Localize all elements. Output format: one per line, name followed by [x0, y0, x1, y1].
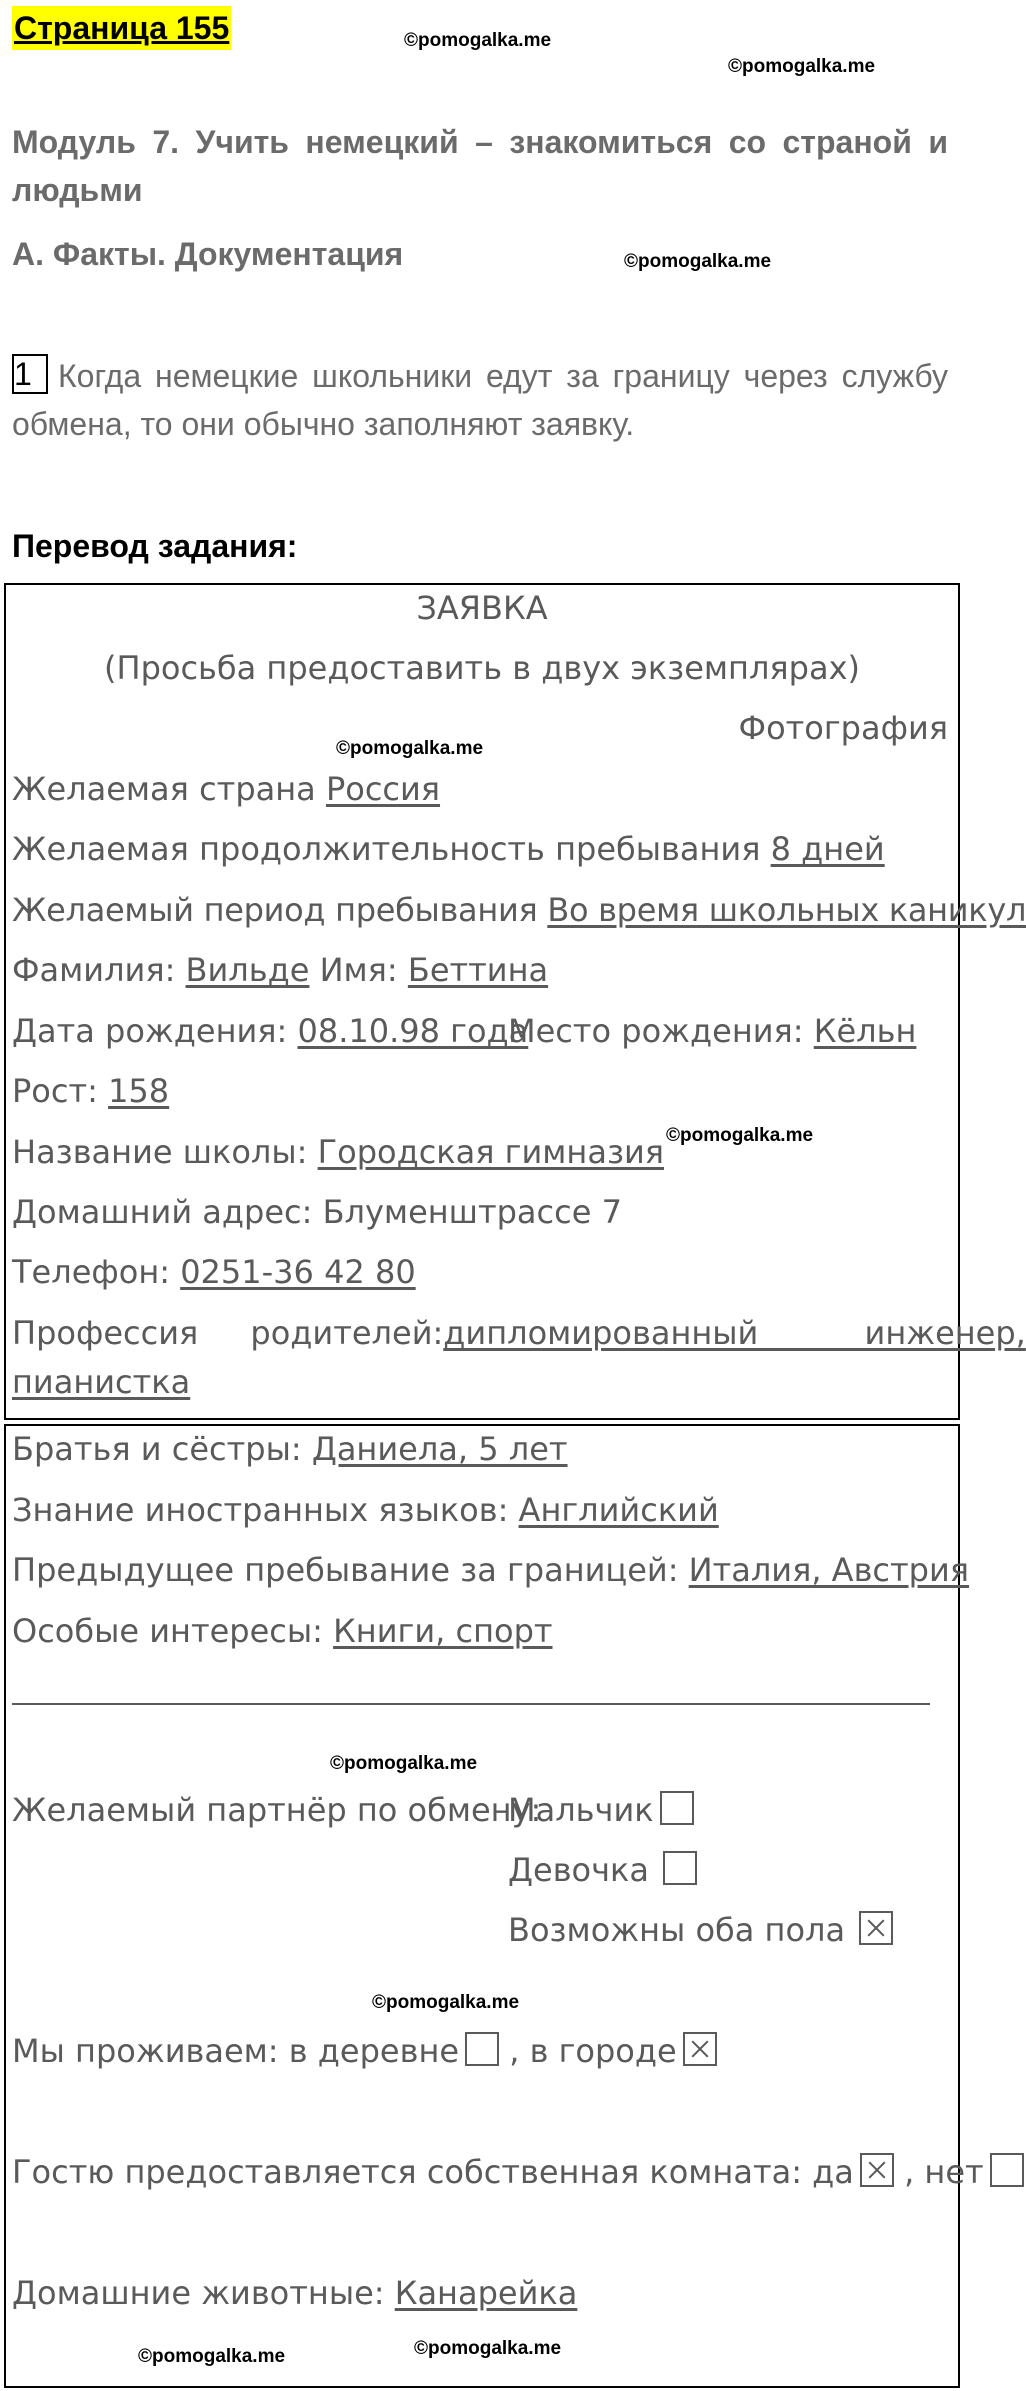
- birthplace-value: Кёльн: [813, 1012, 917, 1050]
- phone-value: 0251-36 42 80: [180, 1253, 416, 1291]
- parents-value-2: пианистка: [12, 1363, 191, 1401]
- task-description: Когда немецкие школьники едут за границу через службу обмена, то они обычно заполняют заявку.: [12, 358, 948, 442]
- room-label: Гостю предоставляется собственная комната: да: [12, 2153, 854, 2191]
- partner-option-both: [508, 1906, 893, 1954]
- school-value: Городская гимназия: [317, 1133, 664, 1171]
- height-label: Рост:: [12, 1072, 98, 1110]
- watermark: ©pomogalka.me: [404, 30, 552, 51]
- birthplace-row: [508, 1007, 916, 1055]
- siblings-row: [12, 1425, 568, 1473]
- watermark: ©pomogalka.me: [372, 1992, 520, 2013]
- school-row: [12, 1128, 664, 1176]
- parents-row-cont: [12, 1358, 190, 1406]
- surname-label: Фамилия:: [12, 951, 176, 989]
- birthdate-value: 08.10.98 года: [297, 1012, 529, 1050]
- room-no-label: , нет: [904, 2153, 984, 2191]
- partner-boy-checkbox[interactable]: [660, 1791, 694, 1825]
- watermark: ©pomogalka.me: [336, 738, 484, 759]
- duration-label: Желаемая продолжительность пребывания: [12, 830, 761, 868]
- living-city-label: , в городе: [509, 2032, 677, 2070]
- watermark: ©pomogalka.me: [414, 2338, 562, 2359]
- period-value: Во время школьных каникул: [547, 891, 1026, 929]
- languages-row: [12, 1486, 719, 1534]
- address-row: Домашний адрес: Блуменштрассе 7: [12, 1193, 622, 1231]
- partner-option-girl: [508, 1846, 697, 1894]
- room-no-checkbox[interactable]: [990, 2153, 1024, 2187]
- partner-boy-label: Мальчик: [508, 1791, 654, 1829]
- living-row: [12, 2027, 717, 2075]
- partner-option-boy: [508, 1786, 694, 1834]
- school-label: Название школы:: [12, 1133, 308, 1171]
- name-row: [12, 946, 548, 994]
- parents-label: Профессия родителей:: [12, 1314, 444, 1352]
- abroad-value: Италия, Австрия: [688, 1551, 970, 1589]
- height-row: [12, 1067, 169, 1115]
- period-label: Желаемый период пребывания: [12, 891, 538, 929]
- watermark: ©pomogalka.me: [138, 2346, 286, 2367]
- photo-label: Фотография: [738, 709, 948, 747]
- watermark: ©pomogalka.me: [728, 56, 876, 77]
- name-value: Беттина: [407, 951, 549, 989]
- duration-value: 8 дней: [770, 830, 885, 868]
- living-label: Мы проживаем: в деревне: [12, 2032, 460, 2070]
- partner-both-checkbox-checked[interactable]: [859, 1911, 893, 1945]
- partner-girl-checkbox[interactable]: [663, 1851, 697, 1885]
- pets-label: Домашние животные:: [12, 2274, 385, 2312]
- watermark: ©pomogalka.me: [666, 1125, 814, 1146]
- living-city-checkbox-checked[interactable]: [683, 2032, 717, 2066]
- form-subtitle: (Просьба предоставить в двух экземплярах): [104, 649, 860, 687]
- name-label: Имя:: [319, 951, 398, 989]
- living-village-checkbox[interactable]: [465, 2032, 499, 2066]
- module-title: Модуль 7. Учить немецкий – знакомиться со страной и людьми: [12, 124, 948, 208]
- birthplace-label: Место рождения:: [508, 1012, 804, 1050]
- parents-value-1: дипломированный инженер,: [443, 1314, 1026, 1352]
- pets-value: Канарейка: [394, 2274, 578, 2312]
- room-yes-checkbox-checked[interactable]: [860, 2153, 894, 2187]
- partner-both-label: Возможны оба пола: [508, 1911, 846, 1949]
- watermark: ©pomogalka.me: [624, 251, 772, 272]
- room-row: [12, 2148, 1024, 2196]
- partner-label: Желаемый партнёр по обмену:: [12, 1791, 542, 1829]
- height-value: 158: [108, 1072, 170, 1110]
- languages-label: Знание иностранных языков:: [12, 1491, 509, 1529]
- watermark: ©pomogalka.me: [330, 1753, 478, 1774]
- siblings-label: Братья и сёстры:: [12, 1430, 302, 1468]
- duration-row: [12, 825, 885, 873]
- country-row: [12, 765, 440, 813]
- birthdate-label: Дата рождения:: [12, 1012, 288, 1050]
- partner-girl-label: Девочка: [508, 1851, 649, 1889]
- section-title: A. Факты. Документация: [12, 236, 404, 272]
- form-title: ЗАЯВКА: [416, 589, 548, 627]
- siblings-value: Даниела, 5 лет: [311, 1430, 568, 1468]
- interests-row: [12, 1607, 553, 1655]
- country-value: Россия: [325, 770, 441, 808]
- surname-value: Вильде: [185, 951, 310, 989]
- interests-label: Особые интересы:: [12, 1612, 323, 1650]
- task-text: [12, 352, 948, 448]
- parents-row: [12, 1309, 1026, 1357]
- abroad-row: [12, 1546, 969, 1594]
- phone-label: Телефон:: [12, 1253, 171, 1291]
- divider-line: [12, 1703, 930, 1705]
- phone-row: [12, 1248, 416, 1296]
- task-number: 1: [12, 354, 48, 394]
- period-row: [12, 886, 1026, 934]
- interests-value: Книги, спорт: [333, 1612, 553, 1650]
- country-label: Желаемая страна: [12, 770, 316, 808]
- translation-heading: Перевод задания:: [12, 528, 298, 564]
- languages-value: Английский: [518, 1491, 719, 1529]
- pets-row: [12, 2269, 577, 2317]
- birth-row: [12, 1007, 528, 1055]
- page-title: Страница 155: [12, 6, 231, 50]
- abroad-label: Предыдущее пребывание за границей:: [12, 1551, 679, 1589]
